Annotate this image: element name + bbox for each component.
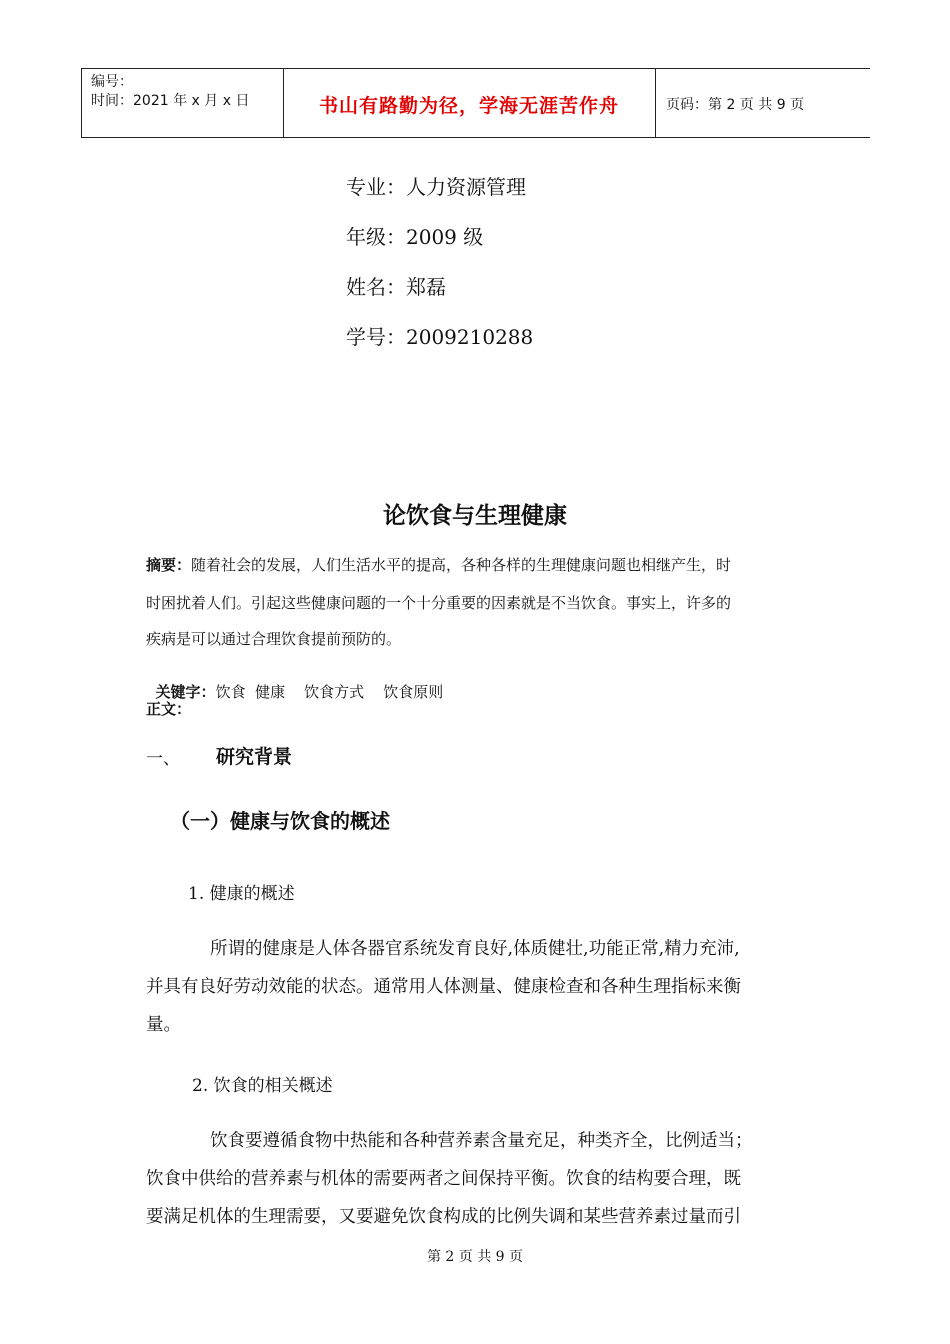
page-footer: 第 2 页 共 9 页 — [426, 1249, 524, 1265]
section-1-title: 研究背景 — [216, 746, 293, 768]
keywords-label: 关键字： — [155, 683, 216, 701]
header-page-label: 页码：第 2 页 共 9 页 — [666, 97, 805, 113]
abstract-line-3: 疾病是可以通过合理饮食提前预防的。 — [146, 630, 402, 648]
abstract-text-1: 随着社会的发展，人们生活水平的提高，各种各样的生理健康问题也相继产生，时 — [191, 556, 732, 574]
item-1-line-1: 所谓的健康是人体各器官系统发育良好,体质健壮,功能正常,精力充沛, — [210, 939, 740, 959]
header-border-left — [81, 69, 82, 137]
item-1-paragraph — [146, 930, 806, 968]
header-divider-2 — [655, 69, 656, 137]
item-1-line-2: 并具有良好劳动效能的状态。通常用人体测量、健康检查和各种生理指标来衡 — [146, 977, 741, 997]
header-motto: 书山有路勤为径，学海无涯苦作舟 — [318, 95, 619, 117]
item-2-line-1: 饮食要遵循食物中热能和各种营养素含量充足，种类齐全，比例适当； — [210, 1131, 753, 1151]
page-title: 论饮食与生理健康 — [383, 503, 567, 529]
item-2-line-2: 饮食中供给的营养素与机体的需要两者之间保持平衡。饮食的结构要合理，既 — [146, 1169, 741, 1189]
info-grade: 年级：2009 级 — [346, 225, 484, 249]
body-label: 正文： — [146, 700, 192, 718]
item-1-line-3: 量。 — [146, 1015, 181, 1035]
header-meta — [91, 73, 249, 111]
info-major: 专业：人力资源管理 — [346, 175, 526, 199]
subsection-1-title: （一）健康与饮食的概述 — [170, 809, 390, 833]
abstract-line-1 — [146, 554, 826, 575]
info-name: 姓名：郑磊 — [346, 275, 446, 299]
section-1-number: 一、 — [146, 749, 180, 769]
header-time-label: 时间：2021 年 x 月 x 日 — [91, 93, 250, 109]
info-student-id: 学号：2009210288 — [346, 325, 534, 349]
item-2-line-3: 要满足机体的生理需要，又要避免饮食构成的比例失调和某些营养素过量而引 — [146, 1207, 741, 1227]
item-1-heading: 1. 健康的概述 — [188, 884, 295, 904]
abstract-line-2: 时困扰着人们。引起这些健康问题的一个十分重要的因素就是不当饮食。事实上，许多的 — [146, 594, 732, 612]
item-2-heading: 2. 饮食的相关概述 — [192, 1076, 333, 1096]
header-number-label: 编号： — [91, 74, 133, 90]
abstract-label: 摘要： — [146, 556, 192, 574]
page-header — [81, 68, 870, 138]
keywords-line — [146, 663, 443, 702]
keywords-items: 饮食 健康 饮食方式 饮食原则 — [215, 683, 444, 701]
